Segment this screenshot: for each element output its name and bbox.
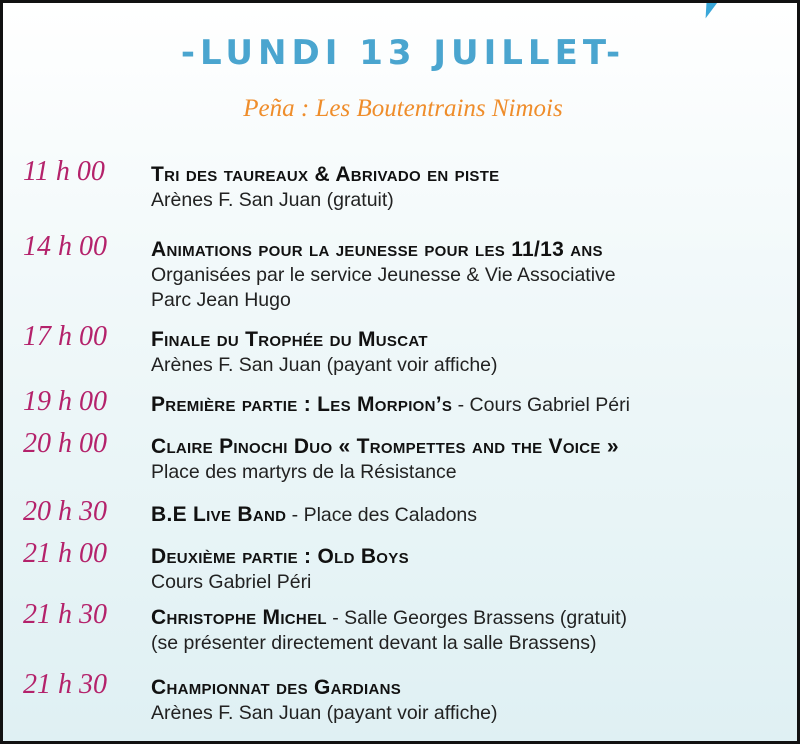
event-location: - Place des Caladons	[291, 504, 478, 526]
event-detail: Arènes F. San Juan (payant voir affiche)	[151, 354, 498, 376]
subtitle: Peña : Les Boutentrains Nimois	[243, 95, 563, 122]
event-detail: Arènes F. San Juan (payant voir affiche)	[151, 702, 498, 724]
event-title: Finale du Trophée du Muscat	[151, 328, 428, 351]
event-time: 21 h 30	[23, 669, 107, 700]
event-title: Claire Pinochi Duo « Trompettes and the Voice »	[151, 435, 619, 458]
corner-decoration	[700, 0, 718, 20]
event-time: 21 h 30	[23, 599, 107, 630]
event-time: 20 h 00	[23, 428, 107, 459]
event-time: 19 h 00	[23, 386, 107, 417]
event-detail: Parc Jean Hugo	[151, 289, 291, 311]
event-title: Deuxième partie : Old Boys	[151, 545, 409, 568]
event-title: Animations pour la jeunesse pour les 11/13 ans	[151, 238, 603, 261]
event-title: Christophe Michel	[151, 606, 327, 629]
event-title: Première partie : Les Morpion’s	[151, 393, 453, 416]
event-location: - Salle Georges Brassens (gratuit)	[332, 607, 628, 629]
page-title: -LUNDI 13 JUILLET-	[180, 33, 626, 73]
event-title: Tri des taureaux & Abrivado en piste	[151, 163, 500, 186]
event-time: 14 h 00	[23, 231, 107, 262]
event-time: 21 h 00	[23, 538, 107, 569]
event-time: 17 h 00	[23, 321, 107, 352]
event-time: 11 h 00	[23, 156, 105, 187]
event-detail: Organisées par le service Jeunesse & Vie Associative	[151, 264, 616, 286]
event-title: Championnat des Gardians	[151, 676, 402, 699]
event-detail: Place des martyrs de la Résistance	[151, 461, 457, 483]
event-location: - Cours Gabriel Péri	[457, 394, 630, 416]
event-detail: Cours Gabriel Péri	[151, 571, 312, 593]
event-time: 20 h 30	[23, 496, 107, 527]
event-detail: (se présenter directement devant la salle Brassens)	[151, 632, 597, 654]
event-title: B.E Live Band	[151, 503, 287, 526]
event-detail: Arènes F. San Juan (gratuit)	[151, 189, 394, 211]
